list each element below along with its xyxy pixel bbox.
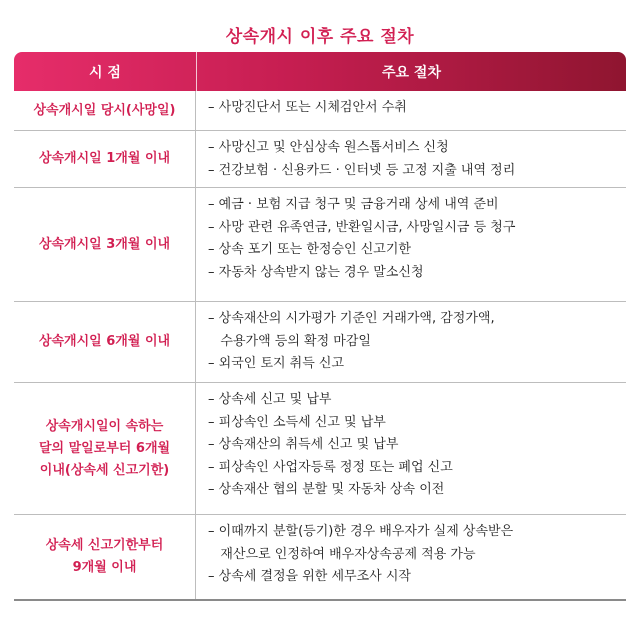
table-row bbox=[14, 302, 626, 383]
procedure-item: – 피상속인 사업자등록 정정 또는 폐업 신고 bbox=[208, 459, 453, 475]
procedure-item: – 외국인 토지 취득 신고 bbox=[208, 356, 345, 371]
row-time: 상속개시일 3개월 이내 bbox=[14, 188, 196, 301]
procedure-table bbox=[14, 52, 626, 601]
row-time: 상속개시일이 속하는 달의 말일로부터 6개월 이내(상속세 신고기한) bbox=[14, 383, 196, 514]
procedure-item: – 상속세 신고 및 납부 bbox=[208, 392, 332, 407]
procedure-item: – 예금 · 보험 지급 청구 및 금융거래 상세 내역 준비 bbox=[208, 197, 499, 212]
row-procedures bbox=[196, 91, 626, 130]
table-body bbox=[14, 91, 626, 601]
row-procedures bbox=[196, 131, 626, 187]
header-time: 시 점 bbox=[14, 52, 197, 91]
row-procedures bbox=[196, 515, 626, 599]
table-row bbox=[14, 515, 626, 601]
row-procedures bbox=[196, 188, 626, 301]
procedure-item: – 건강보험 · 신용카드 · 인터넷 등 고정 지출 내역 정리 bbox=[208, 162, 516, 178]
procedure-item: – 사망 관련 유족연금, 반환일시금, 사망일시금 등 청구 bbox=[208, 219, 516, 235]
row-time: 상속세 신고기한부터 9개월 이내 bbox=[14, 515, 196, 599]
procedure-item: – 상속재산 협의 분할 및 자동차 상속 이전 bbox=[208, 482, 445, 497]
table-row bbox=[14, 91, 626, 131]
row-procedures bbox=[196, 383, 626, 514]
procedure-item: 수용가액 등의 확정 마감일 bbox=[208, 333, 371, 349]
procedure-item: – 사망신고 및 안심상속 원스톱서비스 신청 bbox=[208, 140, 449, 155]
procedure-item: – 상속재산의 취득세 신고 및 납부 bbox=[208, 437, 399, 452]
row-time: 상속개시일 당시(사망일) bbox=[14, 91, 196, 130]
procedure-item: – 자동차 상속받지 않는 경우 말소신청 bbox=[208, 264, 424, 280]
procedure-item: – 상속재산의 시가평가 기준인 거래가액, 감정가액, bbox=[208, 311, 495, 326]
procedure-item: – 이때까지 분할(등기)한 경우 배우자가 실제 상속받은 bbox=[208, 524, 514, 539]
procedure-item: – 사망진단서 또는 시체검안서 수취 bbox=[208, 100, 407, 115]
table-row bbox=[14, 131, 626, 188]
header-procedure: 주요 절차 bbox=[382, 64, 441, 81]
procedure-item: 재산으로 인정하여 배우자상속공제 적용 가능 bbox=[208, 546, 476, 562]
procedure-item: – 상속세 결정을 위한 세무조사 시작 bbox=[208, 569, 411, 584]
table-row bbox=[14, 383, 626, 515]
procedure-item: – 피상속인 소득세 신고 및 납부 bbox=[208, 414, 386, 430]
page-title: 상속개시 이후 주요 절차 bbox=[225, 27, 415, 47]
row-time: 상속개시일 1개월 이내 bbox=[14, 131, 196, 187]
row-time: 상속개시일 6개월 이내 bbox=[14, 302, 196, 382]
table-row bbox=[14, 188, 626, 302]
table-header bbox=[14, 52, 626, 91]
row-procedures bbox=[196, 302, 626, 382]
procedure-item: – 상속 포기 또는 한정승인 신고기한 bbox=[208, 242, 411, 257]
